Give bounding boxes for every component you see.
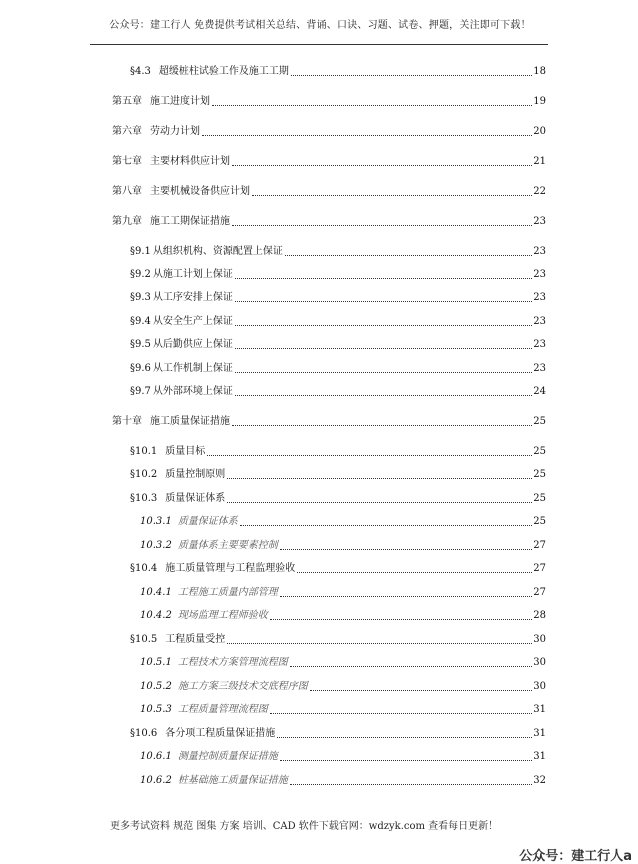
toc-entry-title (140, 751, 279, 763)
toc-entry-page: 18 (533, 66, 546, 77)
toc-entry-number: 10.5.2 (140, 681, 172, 692)
toc-leader-dots (235, 301, 532, 302)
toc-entry-page: 31 (533, 728, 546, 739)
toc-entry-label: 质量保证体系 (165, 493, 226, 504)
toc-entry-page: 19 (533, 96, 546, 107)
toc-entry[interactable] (140, 749, 546, 763)
toc-entry-page: 31 (533, 751, 546, 762)
toc-entry-label: 工程施工质量内部管理 (177, 587, 278, 598)
toc-entry[interactable] (130, 337, 546, 351)
toc-entry-number: 10.6.1 (140, 751, 172, 762)
toc-entry-label: 主要材料供应计划 (150, 156, 230, 167)
toc-entry-number: 第五章 (112, 96, 142, 107)
toc-entry-title (140, 681, 309, 693)
toc-entry-number: §4.3 (130, 66, 151, 77)
toc-entry[interactable] (112, 184, 546, 198)
toc-entry-label: 施工质量保证措施 (150, 416, 230, 427)
toc-entry-page: 20 (533, 126, 546, 137)
toc-entry[interactable] (112, 414, 546, 428)
toc-entry-label: 施工进度计划 (150, 96, 210, 107)
toc-entry-title (112, 126, 201, 138)
toc-leader-dots (232, 165, 532, 166)
toc-entry[interactable] (130, 314, 546, 328)
toc-leader-dots (207, 455, 532, 456)
toc-leader-dots (235, 348, 532, 349)
toc-entry[interactable] (130, 467, 546, 481)
toc-entry[interactable] (112, 214, 546, 228)
toc-leader-dots (280, 549, 532, 550)
toc-entry-page: 31 (533, 704, 546, 715)
toc-leader-dots (291, 75, 532, 76)
toc-entry-page: 27 (533, 540, 546, 551)
toc-entry-label: 工程质量管理流程图 (177, 704, 268, 715)
toc-entry-label: 桩基础施工质量保证措施 (177, 775, 288, 786)
toc-entry-label: 劳动力计划 (150, 126, 200, 137)
toc-leader-dots (235, 278, 532, 279)
toc-leader-dots (297, 572, 532, 573)
toc-entry-page: 25 (533, 416, 546, 427)
toc-entry-title (140, 704, 269, 716)
toc-entry-title (130, 563, 296, 575)
toc-entry-label: 从工作机制上保证 (152, 363, 233, 374)
toc-entry-number: §9.6 (130, 363, 151, 374)
toc-leader-dots (232, 425, 532, 426)
toc-entry-label: 从施工计划上保证 (152, 269, 233, 280)
toc-entry-page: 23 (533, 316, 546, 327)
toc-entry-label: 施工方案三级技术交底程序图 (177, 681, 308, 692)
toc-entry-title (112, 216, 231, 228)
toc-entry-page: 25 (533, 493, 546, 504)
toc-leader-dots (235, 395, 532, 396)
toc-entry[interactable] (130, 632, 546, 646)
toc-entry[interactable] (140, 655, 546, 669)
toc-entry[interactable] (130, 267, 546, 281)
toc-entry[interactable] (112, 94, 546, 108)
toc-entry-page: 30 (533, 681, 546, 692)
toc-entry-title (140, 610, 269, 622)
toc-entry-label: 质量体系主要要素控制 (177, 540, 278, 551)
toc-entry-number: 10.3.1 (140, 516, 172, 527)
toc-entry-title (130, 246, 284, 258)
toc-entry-page: 22 (533, 186, 546, 197)
toc-leader-dots (290, 784, 532, 785)
toc-entry-title (130, 469, 226, 481)
toc-leader-dots (232, 225, 532, 226)
toc-entry-number: 第八章 (112, 186, 142, 197)
toc-entry-label: 施工工期保证措施 (150, 216, 230, 227)
toc-entry-number: §9.7 (130, 386, 151, 397)
toc-entry[interactable] (130, 361, 546, 375)
toc-entry-page: 23 (533, 363, 546, 374)
toc-entry-label: 质量保证体系 (177, 516, 238, 527)
toc-entry-number: 10.6.2 (140, 775, 172, 786)
page-footer: 更多考试资料 规范 图集 方案 培训、CAD 软件下载官网：wdzyk.com 查看每日更新！ (110, 821, 499, 832)
toc-entry-page: 23 (533, 292, 546, 303)
toc-entry-label: 施工质量管理与工程监理验收 (165, 563, 296, 574)
toc-entry-number: 10.4.1 (140, 587, 172, 598)
watermark: 公众号：建工行人a (519, 849, 632, 864)
toc-entry[interactable] (130, 384, 546, 398)
toc-entry-title (130, 446, 206, 458)
toc-entry-number: §10.3 (130, 493, 158, 504)
toc-entry-number: §10.1 (130, 446, 158, 457)
toc-entry[interactable] (140, 773, 546, 787)
toc-leader-dots (212, 105, 532, 106)
toc-entry-title (140, 775, 289, 787)
toc-entry-page: 27 (533, 587, 546, 598)
toc-leader-dots (235, 325, 532, 326)
toc-entry-title (112, 96, 211, 108)
toc-entry-label: 从后勤供应上保证 (152, 339, 233, 350)
toc-entry-page: 21 (533, 156, 546, 167)
toc-entry-page: 27 (533, 563, 546, 574)
toc-entry-title (112, 416, 231, 428)
toc-entry-page: 23 (533, 339, 546, 350)
toc-entry-number: 第九章 (112, 216, 142, 227)
toc-entry[interactable] (130, 726, 546, 740)
toc-entry-title (130, 386, 234, 398)
toc-leader-dots (280, 596, 532, 597)
toc-entry-page: 30 (533, 634, 546, 645)
toc-entry[interactable] (112, 154, 546, 168)
toc-entry[interactable] (140, 585, 546, 599)
toc-entry-title (130, 493, 226, 505)
toc-entry[interactable] (130, 561, 546, 575)
toc-entry-number: 10.5.1 (140, 657, 172, 668)
toc-entry-number: 10.5.3 (140, 704, 172, 715)
toc-leader-dots (202, 135, 532, 136)
toc-entry-label: 超缓桩柱试验工作及施工工期 (158, 66, 289, 77)
toc-entry-page: 25 (533, 469, 546, 480)
toc-entry-page: 28 (533, 610, 546, 621)
toc-entry[interactable] (140, 608, 546, 622)
toc-entry-title (140, 540, 279, 552)
toc-entry-number: §10.5 (130, 634, 158, 645)
toc-entry[interactable] (140, 538, 546, 552)
toc-entry-label: 工程技术方案管理流程图 (177, 657, 288, 668)
toc-entry-title (130, 363, 234, 375)
toc-entry[interactable] (130, 290, 546, 304)
toc-leader-dots (280, 760, 532, 761)
toc-entry-title (130, 66, 290, 78)
toc-entry-label: 质量控制原则 (165, 469, 226, 480)
toc-entry-title (112, 186, 251, 198)
toc-leader-dots (240, 525, 532, 526)
toc-entry-label: 现场监理工程师验收 (177, 610, 268, 621)
toc-entry[interactable] (130, 244, 546, 258)
toc-entry-title (130, 728, 276, 740)
toc-entry-page: 23 (533, 246, 546, 257)
page-header: 公众号：建工行人 免费提供考试相关总结、背诵、口诀、习题、试卷、押题，关注即可下载！ (109, 20, 531, 31)
toc-entry-label: 从组织机构、资源配置上保证 (152, 246, 283, 257)
toc-entry-label: 测量控制质量保证措施 (177, 751, 278, 762)
toc-entry-title (130, 316, 234, 328)
toc-entry-title (130, 292, 234, 304)
toc-entry-label: 主要机械设备供应计划 (150, 186, 250, 197)
toc-leader-dots (227, 502, 532, 503)
toc-entry-number: §10.6 (130, 728, 158, 739)
toc-entry[interactable] (130, 491, 546, 505)
toc-entry-number: §9.5 (130, 339, 151, 350)
toc-entry-label: 从安全生产上保证 (152, 316, 233, 327)
toc-entry[interactable] (130, 64, 546, 78)
toc-entry-page: 25 (533, 516, 546, 527)
toc-entry-number: §9.1 (130, 246, 151, 257)
toc-entry-page: 30 (533, 657, 546, 668)
toc-entry-page: 23 (533, 216, 546, 227)
toc-entry-title (140, 657, 289, 669)
toc-leader-dots (290, 666, 532, 667)
toc-entry-number: §9.3 (130, 292, 151, 303)
toc-entry-number: §10.2 (130, 469, 158, 480)
toc-entry-label: 从工序安排上保证 (152, 292, 233, 303)
toc-leader-dots (235, 372, 532, 373)
toc-entry[interactable] (140, 679, 546, 693)
toc-leader-dots (227, 478, 532, 479)
toc-entry-page: 25 (533, 446, 546, 457)
toc-entry-number: §10.4 (130, 563, 158, 574)
toc-entry-number: 第十章 (112, 416, 142, 427)
toc-entry-title (130, 269, 234, 281)
toc-entry-title (140, 516, 239, 528)
toc-entry-number: 第六章 (112, 126, 142, 137)
toc-entry[interactable] (140, 514, 546, 528)
toc-entry-page: 32 (533, 775, 546, 786)
toc-entry-page: 24 (533, 386, 546, 397)
toc-entry-label: 各分项工程质量保证措施 (165, 728, 276, 739)
toc-entry[interactable] (130, 444, 546, 458)
toc-entry-title (112, 156, 231, 168)
toc-leader-dots (277, 737, 532, 738)
toc-entry-label: 质量目标 (165, 446, 206, 457)
toc-leader-dots (270, 619, 532, 620)
toc-entry-number: §9.4 (130, 316, 151, 327)
toc-entry[interactable] (112, 124, 546, 138)
toc-leader-dots (285, 255, 532, 256)
toc-entry-number: 10.4.2 (140, 610, 172, 621)
toc-entry-title (140, 587, 279, 599)
toc-entry-title (130, 339, 234, 351)
toc-entry-number: 10.3.2 (140, 540, 172, 551)
toc-leader-dots (227, 643, 532, 644)
toc-leader-dots (270, 713, 532, 714)
toc-entry-number: §9.2 (130, 269, 151, 280)
toc-entry-number: 第七章 (112, 156, 142, 167)
toc-entry-label: 工程质量受控 (165, 634, 226, 645)
toc-entry[interactable] (140, 702, 546, 716)
toc-leader-dots (252, 195, 532, 196)
toc-entry-label: 从外部环境上保证 (152, 386, 233, 397)
toc-leader-dots (310, 690, 532, 691)
toc-entry-title (130, 634, 226, 646)
toc-entry-page: 23 (533, 269, 546, 280)
